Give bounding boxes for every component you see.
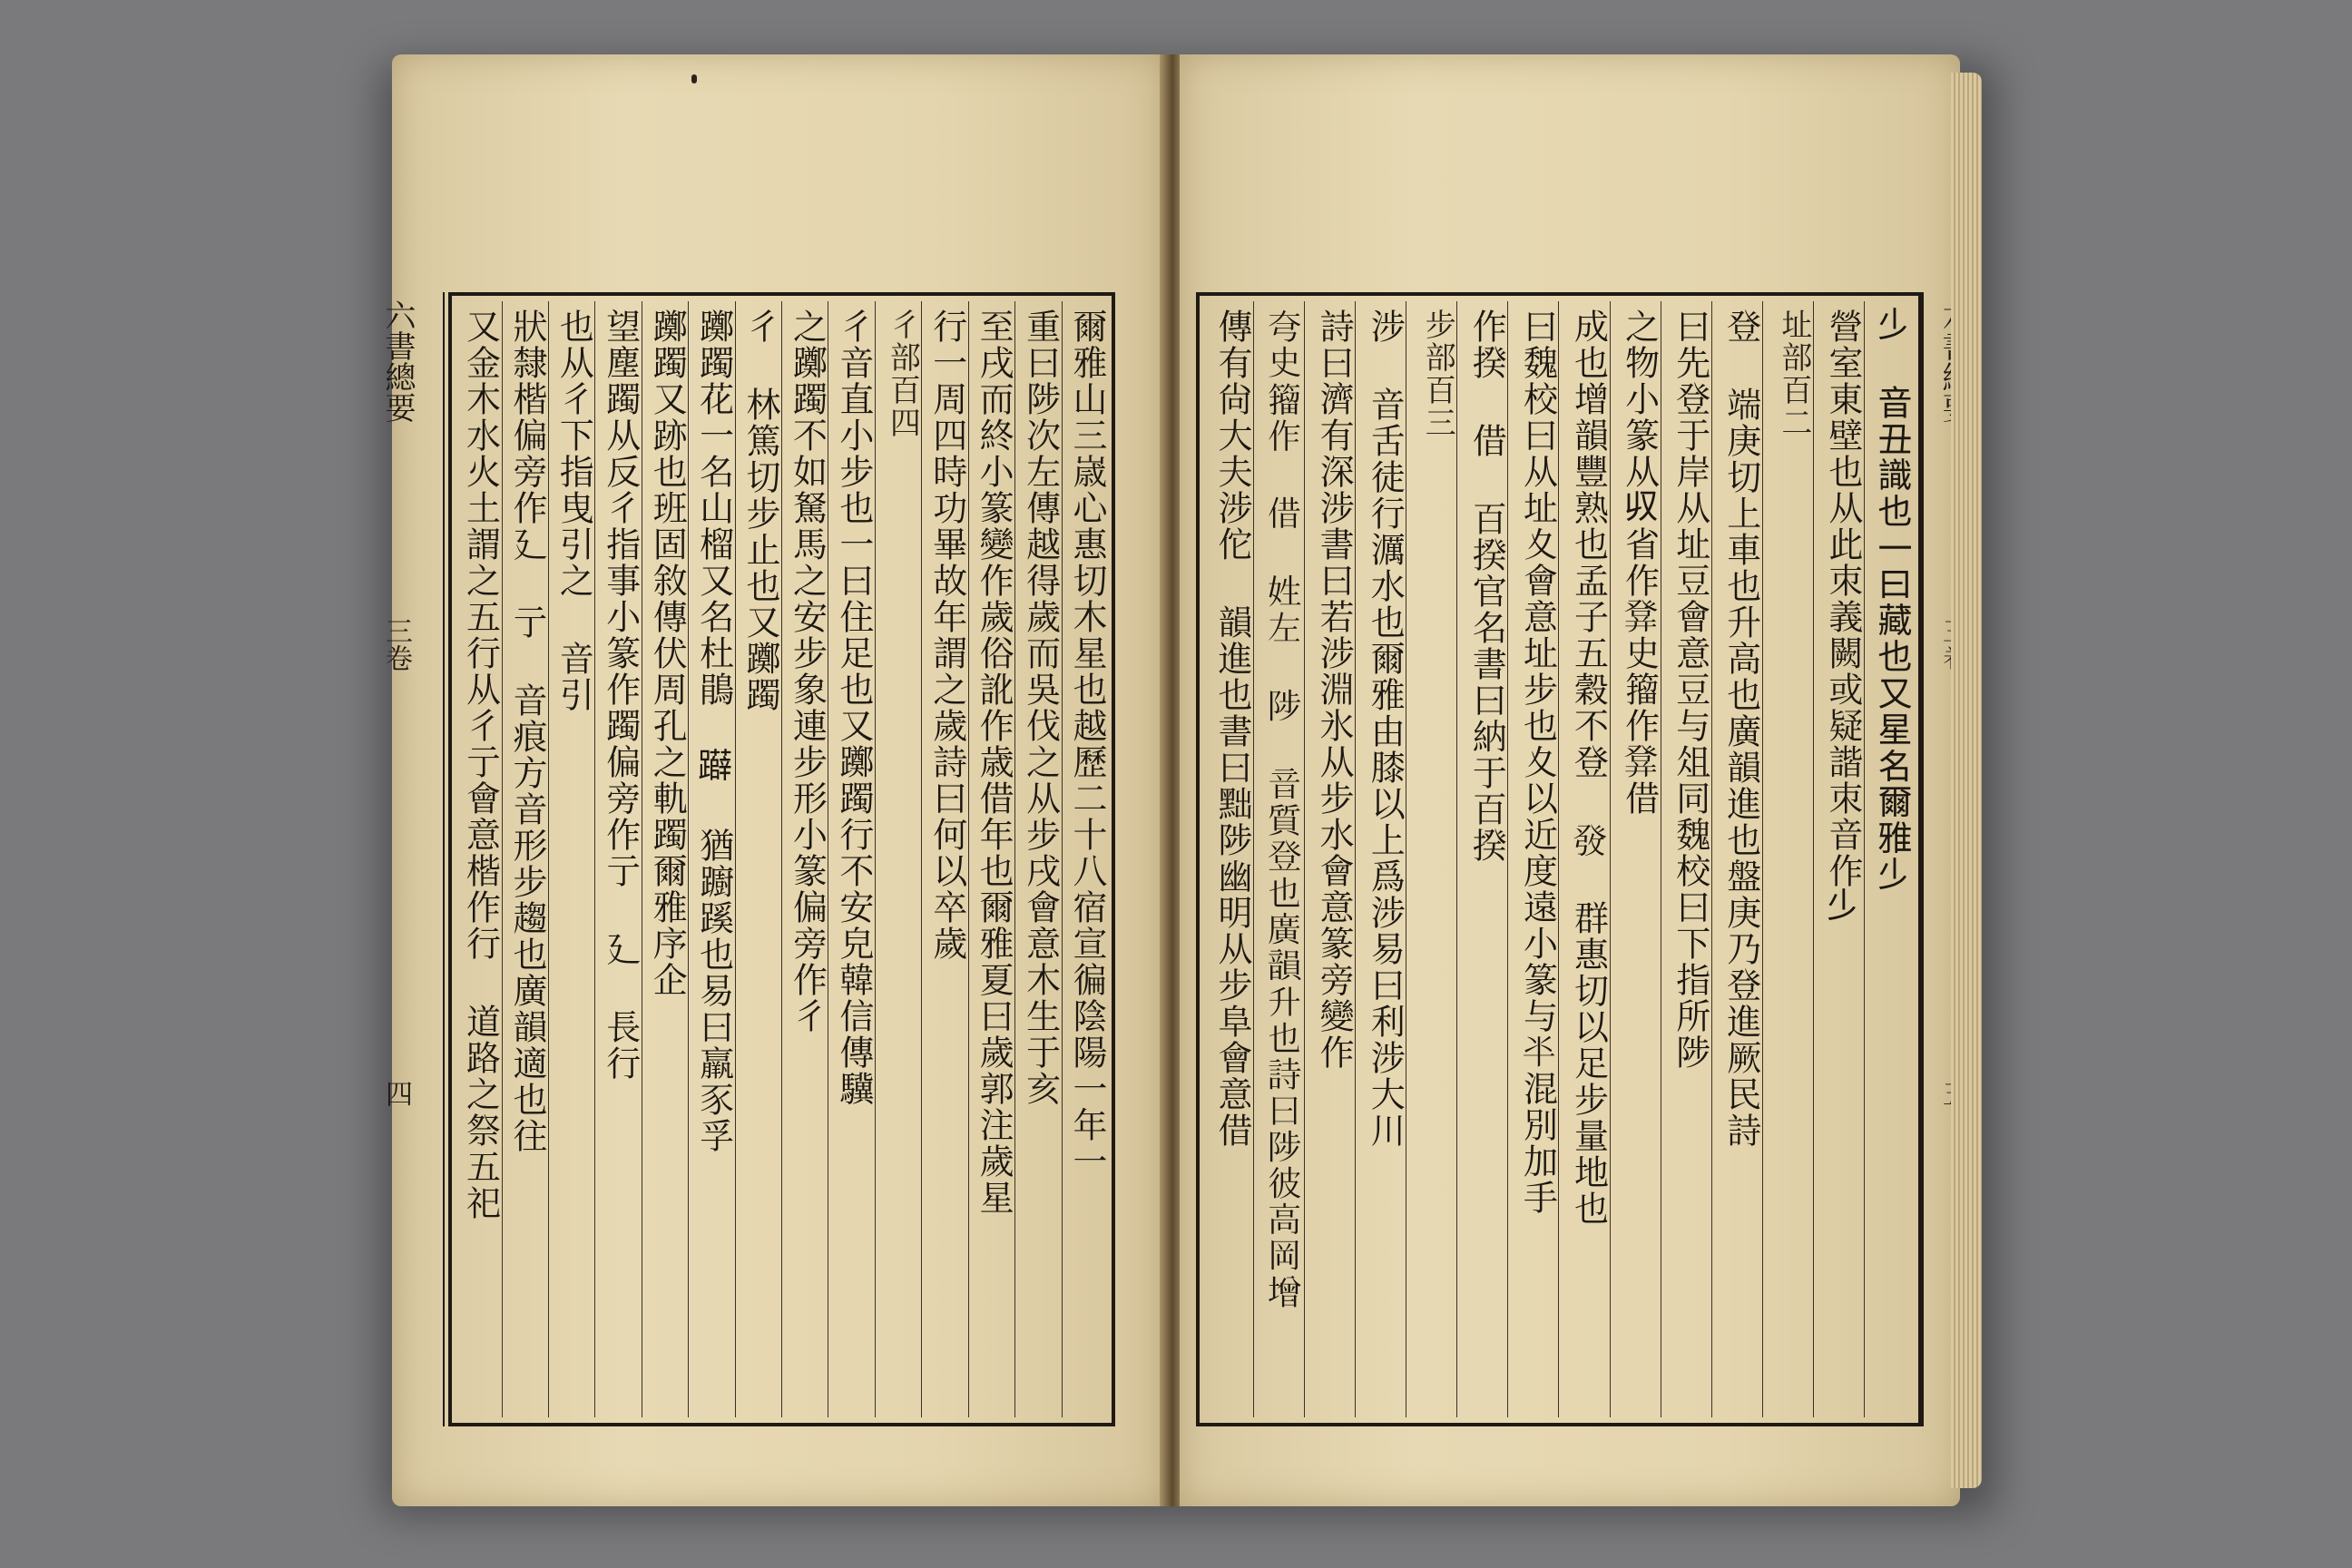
text-column: 狀隸楷偏旁作廴 亍 音痕方音形步趨也廣韻適也往 [502, 301, 548, 1417]
text-column: 彳音直小步也一曰住足也又躑躅行不安皃韓信傳驥 [828, 301, 874, 1417]
text-column: 之物小篆从𠬞省作𤼷史籀作𤼷借 [1610, 301, 1661, 1417]
left-margin-page-number: 四 [380, 1080, 412, 1107]
text-column: 詩曰濟有深涉書曰若涉淵氷从步水會意篆旁變作 [1304, 301, 1355, 1417]
text-column: 也从彳下指曳引之 音引 [548, 301, 594, 1417]
text-column: 至戌而終小篆變作歲俗訛作歳借年也爾雅夏曰歲郭注歲星 [968, 301, 1014, 1417]
page-edges [1951, 73, 1982, 1488]
text-column: 傳有尙大夫涉佗 韻進也書曰黜陟幽明从步阜會意借 [1211, 309, 1252, 1149]
text-column: 𣥂 音丑識也一曰藏也又星名爾雅𣥂 [1864, 301, 1915, 1417]
text-column: 重曰陟次左傳越得歲而吳伐之从步戌會意木生于亥 [1014, 301, 1061, 1417]
text-column: 營室東壁也从此朿義闕或疑諧朿音作𣥂 [1813, 301, 1864, 1417]
left-margin-title: 六書總要 [379, 299, 416, 423]
text-column: 行一周四時功畢故年謂之歲詩曰何以卒歲 [921, 301, 967, 1417]
left-margin-juan: 三卷 [380, 617, 412, 671]
text-column: 之躑躅不如駑馬之安步象連步形小篆偏旁作彳 [781, 301, 828, 1417]
text-column: 爾雅山三𡻕心惠切木星也越歷二十八宿宣徧陰陽一年一 [1062, 301, 1108, 1417]
left-page-margin-strip [399, 292, 445, 1426]
text-column: 涉 音舌徒行濿水也爾雅由膝以上爲涉易曰利涉大川 [1355, 301, 1406, 1417]
left-text-frame [448, 292, 1115, 1426]
text-column: 成也增韻豐熟也孟子五穀不登 𤼲 群惠切以足步量地也 [1558, 301, 1609, 1417]
text-column: 彳 林篤切步止也又躑躅 [735, 301, 781, 1417]
right-text-columns [1203, 301, 1915, 1417]
text-column: 又金木水火土謂之五行从彳亍會意楷作行 道路之祭五祀 [460, 309, 501, 1221]
text-column: 曰魏校曰从址夊會意址步也夊以近度遠小篆与𠦂混別加手 [1507, 301, 1558, 1417]
section-heading: 址部百二 [1762, 301, 1813, 1417]
text-column: 曰先登于岸从址豆會意豆与俎同魏校曰下指所陟 [1661, 301, 1711, 1417]
text-column: 登 端庚切上車也升高也廣韻進也盤庚乃登進厥民詩 [1711, 301, 1762, 1417]
text-column: 作揆 借 百揆官名書曰納于百揆 [1456, 301, 1507, 1417]
left-text-columns [456, 301, 1108, 1417]
right-page [1180, 54, 1960, 1506]
text-column: 𡗝史籀作 借 姓左 陟 音質登也廣韻升也詩曰陟彼高岡增 [1253, 301, 1304, 1417]
text-column: 躑躅花一名山榴又名杜鵑 𨇨 猶躕蹊也易曰羸豕孚 [688, 301, 734, 1417]
text-column: 望塵躅从反彳指事小篆作躅偏旁作亍 廴 長行 [594, 301, 641, 1417]
left-page [379, 54, 1165, 1506]
section-heading: 彳部百四 [875, 301, 921, 1417]
right-text-frame [1196, 292, 1922, 1426]
text-column: 躑躅又跡也班固敘傳伏周孔之軌躅爾雅序企 [642, 301, 688, 1417]
section-heading: 步部百三 [1406, 301, 1456, 1417]
ink-mark [691, 74, 697, 83]
